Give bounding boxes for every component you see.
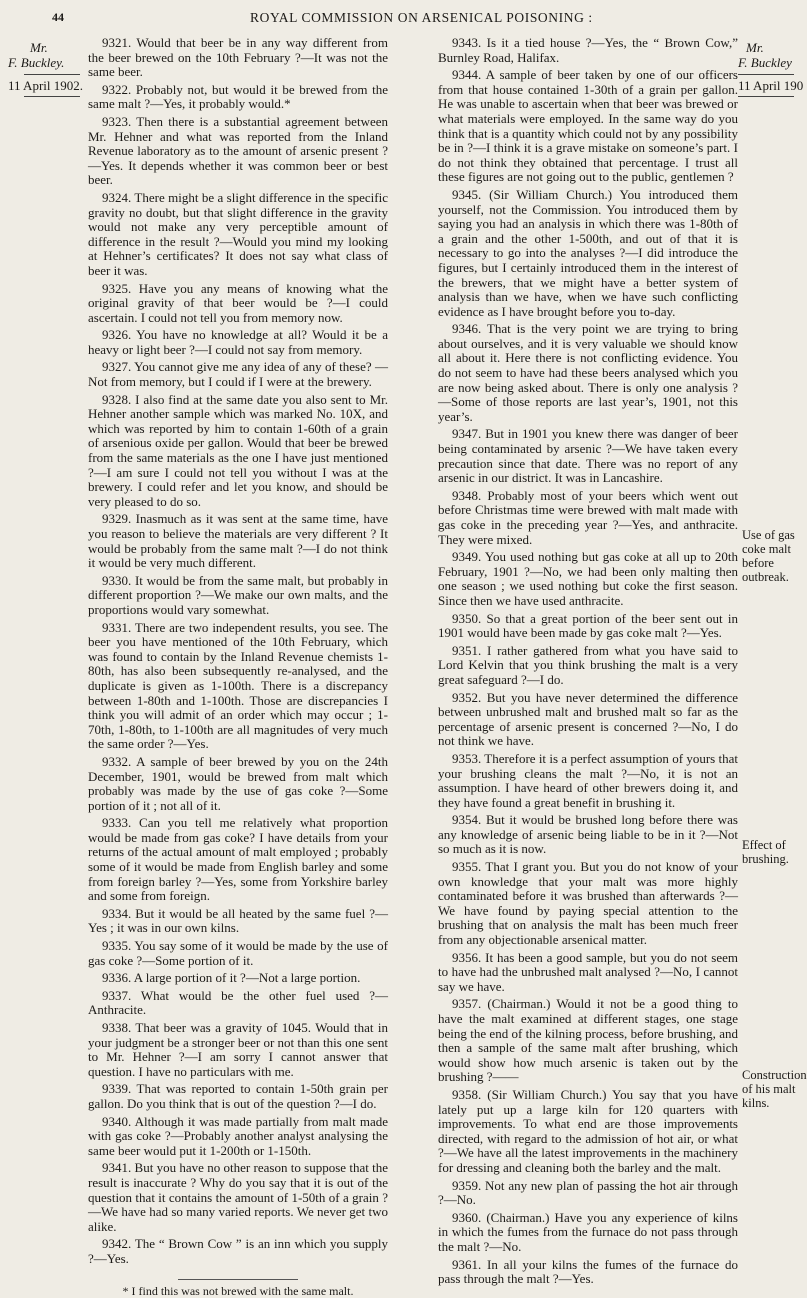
witness-surname: F. Buckley. — [8, 55, 64, 70]
footnote: * I find this was not brewed with the same malt. — [88, 1284, 388, 1298]
page-header — [0, 10, 800, 28]
paragraph-9348: 9348. Probably most of your beers which went out before Christmas time were brewed with malt made with gas coke in the preceding year ?—Yes, and anthracite. They were mixed. — [438, 489, 738, 547]
paragraph-9343: 9343. Is it a tied house ?—Yes, the “ Brown Cow,” Burnley Road, Halifax. — [438, 36, 738, 65]
right-column — [438, 36, 738, 1287]
paragraph-9326: 9326. You have no knowledge at all? Would it be a heavy or light beer ?—I could not say from memory. — [88, 328, 388, 357]
paragraph-9342: 9342. The “ Brown Cow ” is an inn which you supply ?—Yes. — [88, 1237, 388, 1266]
paragraph-9338: 9338. That beer was a gravity of 1045. Would that in your judgment be a stronger beer or not than this one sent to Mr. Hehner ?—I am sorry I cannot answer that question. I have no particulars with me. — [88, 1021, 388, 1079]
paragraph-9361: 9361. In all your kilns the fumes of the furnace do pass through the malt ?—Yes. — [438, 1258, 738, 1287]
witness-title: Mr. — [8, 40, 82, 55]
paragraph-9337: 9337. What would be the other fuel used ?—Anthracite. — [88, 989, 388, 1018]
footnote-rule — [178, 1279, 298, 1280]
paragraph-9344: 9344. A sample of beer taken by one of our officers from that house contained 1-30th of a grain per gallon. He was unable to ascertain when that beer was brewed or what materials were employed. In the same way do you think that is a quantity which could not by any possibility be in ?—I think it is a grave mistake on someone’s part. I do not think they obtained that percentage. I trust all these figures are not going out to the public, gentlemen ? — [438, 68, 738, 185]
left-column — [88, 36, 388, 1298]
paragraph-9339: 9339. That was reported to contain 1-50th grain per gallon. Do you think that is out of the question ?—I do. — [88, 1082, 388, 1111]
paragraph-9356: 9356. It has been a good sample, but you do not seem to have had the unbrushed malt analysed ?—No, I cannot say we have. — [438, 951, 738, 995]
paragraph-9334: 9334. But it would be all heated by the same fuel ?—Yes ; it was in our own kilns. — [88, 907, 388, 936]
left-margin-witness — [2, 40, 82, 97]
side-note-gas-coke: Use of gas coke malt before outbreak. — [742, 528, 800, 584]
paragraph-9331: 9331. There are two independent results, you see. The beer you have mentioned of the 10th February, which was found to contain by the Inland Revenue chemists 1-80th, has also been subsequently re-analysed, and the duplicate is given as 1-100th. There is a discrepancy between 1-80th and 1-100th. Those are discrepancies I think you will admit of an order which may occur ; 1-70th, 1-80th, to 1-100th are all magnitudes of very much the same order ?—Yes. — [88, 621, 388, 752]
margin-rule — [24, 74, 80, 75]
witness-date: 11 April 1902. — [2, 79, 82, 93]
paragraph-9353: 9353. Therefore it is a perfect assumption of yours that your brushing cleans the malt ?—No, it is not an assumption. I have heard of other brewers doing it, and they have found a great benefit in brushing it. — [438, 752, 738, 810]
witness-date: 11 April 190 — [738, 79, 800, 93]
paragraph-9323: 9323. Then there is a substantial agreement between Mr. Hehner and what was reported from the Inland Revenue laboratory as to the amount of arsenic present ?—Yes. It depends whether it was common beer or best beer. — [88, 115, 388, 188]
side-note-brushing: Effect of brushing. — [742, 838, 800, 866]
paragraph-9328: 9328. I also find at the same date you also sent to Mr. Hehner another sample which was marked No. 10X, and which was reported by him to contain 1-60th of a grain of arsenious oxide per gallon. Would that beer be brewed from the same materials as the one I have just mentioned ?—I am sure I could not tell you without I was at the brewery. I could refer and let you know, and should be very pleased to do so. — [88, 393, 388, 510]
witness-title: Mr. — [738, 40, 800, 55]
paragraph-9332: 9332. A sample of beer brewed by you on the 24th December, 1901, would be brewed from malt which probably was made by the use of gas coke ?—Some portion of it ; not all of it. — [88, 755, 388, 813]
running-title: ROYAL COMMISSION ON ARSENICAL POISONING : — [250, 10, 593, 26]
paragraph-9345: 9345. (Sir William Church.) You introduced them yourself, not the Commission. You introduced them by saying you had an analysis in which there was 1-80th of a grain and the other 1-500th, and out of that it is necessary to go into the analyses ?—I did introduce the figures, but I certainly introduced them in the interest of the brewers, that we might have a better system of analysis than we have, when we have such conflicting evidence as I have brought before you to-day. — [438, 188, 738, 319]
paragraph-9322: 9322. Probably not, but would it be brewed from the same malt ?—Yes, it probably would.* — [88, 83, 388, 112]
paragraph-9340: 9340. Although it was made partially from malt made with gas coke ?—Probably another analyst analysing the same beer would put it 1-200th or 1-150th. — [88, 1115, 388, 1159]
paragraph-9329: 9329. Inasmuch as it was sent at the same time, have you reason to believe the materials are very different ? It would be probably from the same malt ?—I do not think it would be very much different. — [88, 512, 388, 570]
paragraph-9352: 9352. But you have never determined the difference between unbrushed malt and brushed malt so far as the percentage of arsenic present is concerned ?—No, I do not think we have. — [438, 691, 738, 749]
paragraph-9355: 9355. That I grant you. But you do not know of your own knowledge that your malt was more highly contaminated before it was brushed than afterwards ?—We have found by paying special attention to the brushing that on analysis the malt has been much freer from any objectionable arsenical matter. — [438, 860, 738, 948]
paragraph-9350: 9350. So that a great portion of the beer sent out in 1901 would have been made by gas coke malt ?—Yes. — [438, 612, 738, 641]
paragraph-9327: 9327. You cannot give me any idea of any of these? —Not from memory, but I could if I were at the brewery. — [88, 360, 388, 389]
paragraph-9357: 9357. (Chairman.) Would it not be a good thing to have the malt examined at different stages, one stage being the end of the kilning process, before brushing, and then a sample of the same malt after brushing, which would show how much arsenic is taken out by the brushing ?—— — [438, 997, 738, 1085]
margin-rule — [24, 96, 80, 97]
paragraph-9333: 9333. Can you tell me relatively what proportion would be made from gas coke? I have details from your returns of the actual amount of malt employed ; probably some of it would be made from English barley and some from foreign barley ?—Yes, some from Yorkshire barley and some from foreign. — [88, 816, 388, 904]
side-note-kilns: Construction of his malt kilns. — [742, 1068, 800, 1110]
side-notes — [742, 0, 800, 1249]
witness-surname: F. Buckley — [738, 55, 792, 70]
paragraph-9341: 9341. But you have no other reason to suppose that the result is inaccurate ? Why do you say that it is out of the question that it contains the amount of 1-50th of a grain ?—We have had so many varied reports. We never get two alike. — [88, 1161, 388, 1234]
paragraph-9360: 9360. (Chairman.) Have you any experience of kilns in which the fumes from the furnace do not pass through the malt ?—No. — [438, 1211, 738, 1255]
paragraph-9349: 9349. You used nothing but gas coke at all up to 20th February, 1901 ?—No, we had been only malting then one season ; we used nothing but coke the first season. Since then we have used anthracite. — [438, 550, 738, 608]
paragraph-9358: 9358. (Sir William Church.) You say that you have lately put up a large kiln for 120 quarters with improvements. To what end are those improvements directed, with regard to the admission of hot air, or what ?—We have all the latest improvements in the machinery for dressing and cleaning both the barley and the malt. — [438, 1088, 738, 1176]
paragraph-9346: 9346. That is the very point we are trying to bring about ourselves, and it is very valuable we should know all about it. Here there is not conflicting evidence. You do not seem to have had these beers analysed which you are now being asked about. There is only one analysis ? —Some of those reports are last year’s, 1901, not this year’s. — [438, 322, 738, 424]
witness-name — [2, 40, 82, 70]
paragraph-9351: 9351. I rather gathered from what you have said to Lord Kelvin that you think brushing the malt is a very great safeguard ?—I do. — [438, 644, 738, 688]
paragraph-9330: 9330. It would be from the same malt, but probably in different proportion ?—We make our own malts, and the proportions would vary somewhat. — [88, 574, 388, 618]
paragraph-9359: 9359. Not any new plan of passing the hot air through ?—No. — [438, 1179, 738, 1208]
paragraph-9321: 9321. Would that beer be in any way different from the beer brewed on the 10th February ?—It was not the same beer. — [88, 36, 388, 80]
paragraph-9324: 9324. There might be a slight difference in the specific gravity no doubt, but that slight difference in the gravity would not make any very perceptible amount of difference in the result ?—Would you mind my looking at Hehner’s certificates? It does not say what class of beer it was. — [88, 191, 388, 279]
page-number: 44 — [52, 10, 64, 25]
paragraph-9347: 9347. But in 1901 you knew there was danger of beer being contaminated by arsenic ?—We have taken every precaution since that date. There was no report of any arsenic in our district. It was in Lancashire. — [438, 427, 738, 485]
paragraph-9335: 9335. You say some of it would be made by the use of gas coke ?—Some portion of it. — [88, 939, 388, 968]
paragraph-9354: 9354. But it would be brushed long before there was any knowledge of arsenic being liable to be in it ?—Not so much as it is now. — [438, 813, 738, 857]
paragraph-9336: 9336. A large portion of it ?—Not a large portion. — [88, 971, 388, 986]
paragraph-9325: 9325. Have you any means of knowing what the original gravity of that beer would be ?—I could ascertain. I could not tell you from memory now. — [88, 282, 388, 326]
